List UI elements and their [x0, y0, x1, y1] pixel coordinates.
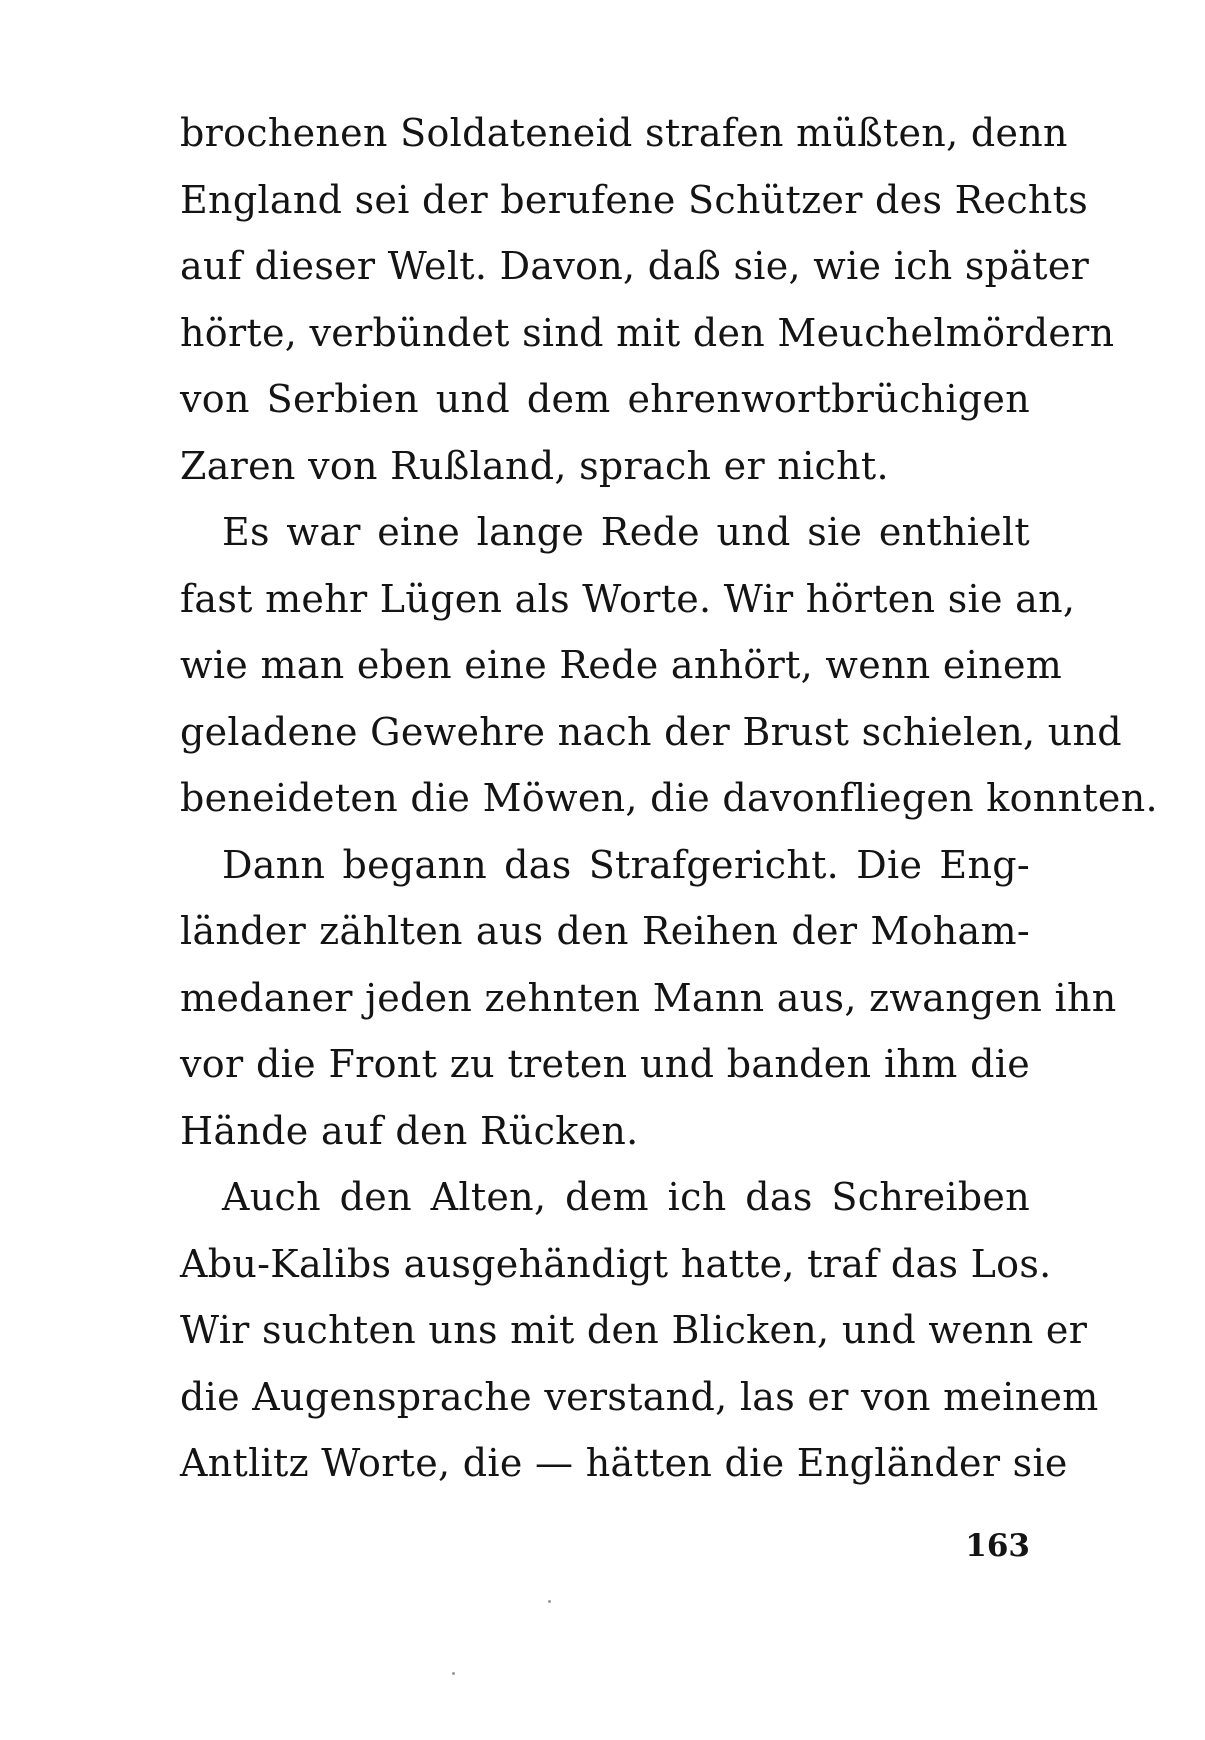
paragraph-2: [180, 499, 1158, 832]
text-line: länder zählten aus den Reihen der Moham-: [180, 909, 1030, 953]
text-line: fast mehr Lügen als Worte. Wir hörten sie an,: [180, 576, 1076, 621]
paragraph-1: [180, 100, 1115, 499]
text-line: Antlitz Worte, die — hätten die Engländer sie: [180, 1441, 1068, 1485]
text-line: geladene Gewehre nach der Brust schielen, und: [180, 709, 1122, 754]
text-line: wie man eben eine Rede anhört, wenn einem: [180, 643, 1063, 687]
text-line: von Serbien und dem ehrenwortbrüchigen: [180, 377, 1030, 421]
page-number: 163: [965, 1528, 1030, 1564]
text-line: medaner jeden zehnten Mann aus, zwangen ihn: [180, 975, 1117, 1020]
text-line: Es war eine lange Rede und sie enthielt: [222, 510, 1030, 554]
text-line: Abu-Kalibs ausgehändigt hatte, traf das Los.: [180, 1241, 1052, 1286]
text-line: Hände auf den Rücken.: [180, 1108, 639, 1153]
text-line: hörte, verbündet sind mit den Meuchelmördern: [180, 310, 1115, 355]
text-line: die Augensprache verstand, las er von meinem: [180, 1374, 1099, 1419]
text-line: auf dieser Welt. Davon, daß sie, wie ich später: [180, 244, 1090, 288]
scan-speck: [548, 1600, 551, 1603]
scan-speck: [452, 1672, 455, 1675]
paragraph-3: [180, 832, 1117, 1165]
text-line: Dann begann das Strafgericht. Die Eng-: [222, 842, 1030, 887]
paragraph-4: [180, 1164, 1099, 1497]
text-line: beneideten die Möwen, die davonfliegen konnten.: [180, 776, 1158, 820]
text-line: Auch den Alten, dem ich das Schreiben: [222, 1175, 1030, 1219]
text-line: Wir suchten uns mit den Blicken, und wenn er: [180, 1308, 1088, 1352]
text-line: England sei der berufene Schützer des Rechts: [180, 177, 1089, 222]
text-line: brochenen Soldateneid strafen müßten, denn: [180, 111, 1068, 155]
text-line: vor die Front zu treten und banden ihm die: [180, 1042, 1030, 1086]
body-text: [180, 100, 1158, 1497]
text-line: Zaren von Rußland, sprach er nicht.: [180, 443, 889, 488]
